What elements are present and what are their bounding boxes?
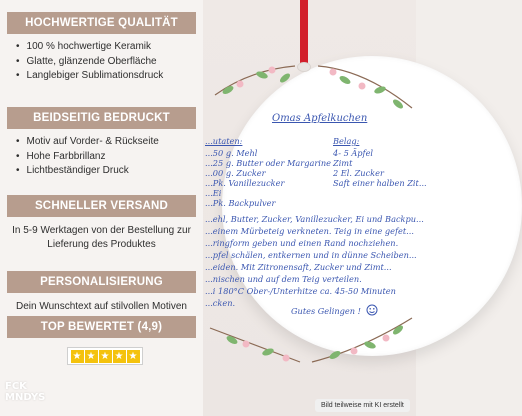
ingredient: ...25 g. Butter oder Margarine bbox=[205, 158, 331, 168]
personalization-header: PERSONALISIERUNG bbox=[7, 271, 196, 293]
step: ...cken. bbox=[205, 298, 236, 308]
step: ...nischen und auf dem Teig verteilen. bbox=[205, 274, 362, 284]
ingredients-header: ...utaten: bbox=[205, 136, 243, 146]
step: ...ehl, Butter, Zucker, Vanillezucker, Ei und Backpu... bbox=[205, 214, 424, 224]
list-item: • Motiv auf Vorder- & Rückseite bbox=[16, 135, 159, 150]
list-item: • Glatte, glänzende Oberfläche bbox=[16, 55, 163, 70]
topping: Saft einer halben Zit... bbox=[333, 178, 427, 188]
ingredient: ...Pk. Backpulver bbox=[205, 198, 276, 208]
step: ...eiden. Mit Zitronensaft, Zucker und Zimt... bbox=[205, 262, 392, 272]
printing-header: BEIDSEITIG BEDRUCKT bbox=[7, 107, 196, 129]
ai-notice-badge: Bild teilweise mit KI erstellt bbox=[315, 399, 410, 412]
star-icon: ★ bbox=[85, 350, 98, 363]
rating-header: TOP BEWERTET (4,9) bbox=[7, 316, 196, 338]
star-icon: ★ bbox=[113, 350, 126, 363]
personalization-text: Dein Wunschtext auf stilvollen Motiven bbox=[15, 301, 187, 312]
list-item: • Lichtbeständiger Druck bbox=[16, 164, 159, 179]
list-item: • 100 % hochwertige Keramik bbox=[16, 40, 163, 55]
star-icon: ★ bbox=[99, 350, 112, 363]
ingredient: ...00 g. Zucker bbox=[205, 168, 266, 178]
closing-line: Gutes Gelingen ! bbox=[291, 306, 361, 316]
smiley-icon bbox=[366, 304, 378, 316]
step: ...ringform geben und einen Rand nochziehen. bbox=[205, 238, 399, 248]
ingredient: ...50 g. Mehl bbox=[205, 148, 258, 158]
quality-header: HOCHWERTIGE QUALITÄT bbox=[7, 12, 196, 34]
recipe-title: Omas Apfelkuchen bbox=[272, 113, 368, 124]
topping: 2 El. Zucker bbox=[333, 168, 384, 178]
star-icon: ★ bbox=[127, 350, 140, 363]
step: ...i 180°C Ober-/Unterhitze ca. 45-50 Minuten bbox=[205, 286, 396, 296]
topping: Zimt bbox=[333, 158, 353, 168]
step: ...pfel schälen, entkernen und in dünne Scheiben... bbox=[205, 250, 417, 260]
step: ...einem Mürbeteig verkneten. Teig in eine gefet... bbox=[205, 226, 414, 236]
ingredient: ...Ei bbox=[205, 188, 222, 198]
shipping-text: In 5-9 Werktagen von der Bestellung zur Lieferung des Produktes bbox=[12, 225, 191, 250]
ingredient: ...Pk. Vanillezucker bbox=[205, 178, 285, 188]
list-item: • Hohe Farbbrillanz bbox=[16, 150, 159, 165]
topping-header: Belag: bbox=[333, 136, 360, 146]
star-icon: ★ bbox=[71, 350, 84, 363]
shipping-header: SCHNELLER VERSAND bbox=[7, 195, 196, 217]
list-item: • Langlebiger Sublimationsdruck bbox=[16, 69, 163, 84]
brand-logo: FCK MNDYS bbox=[5, 381, 46, 403]
topping: 4- 5 Äpfel bbox=[333, 148, 374, 158]
